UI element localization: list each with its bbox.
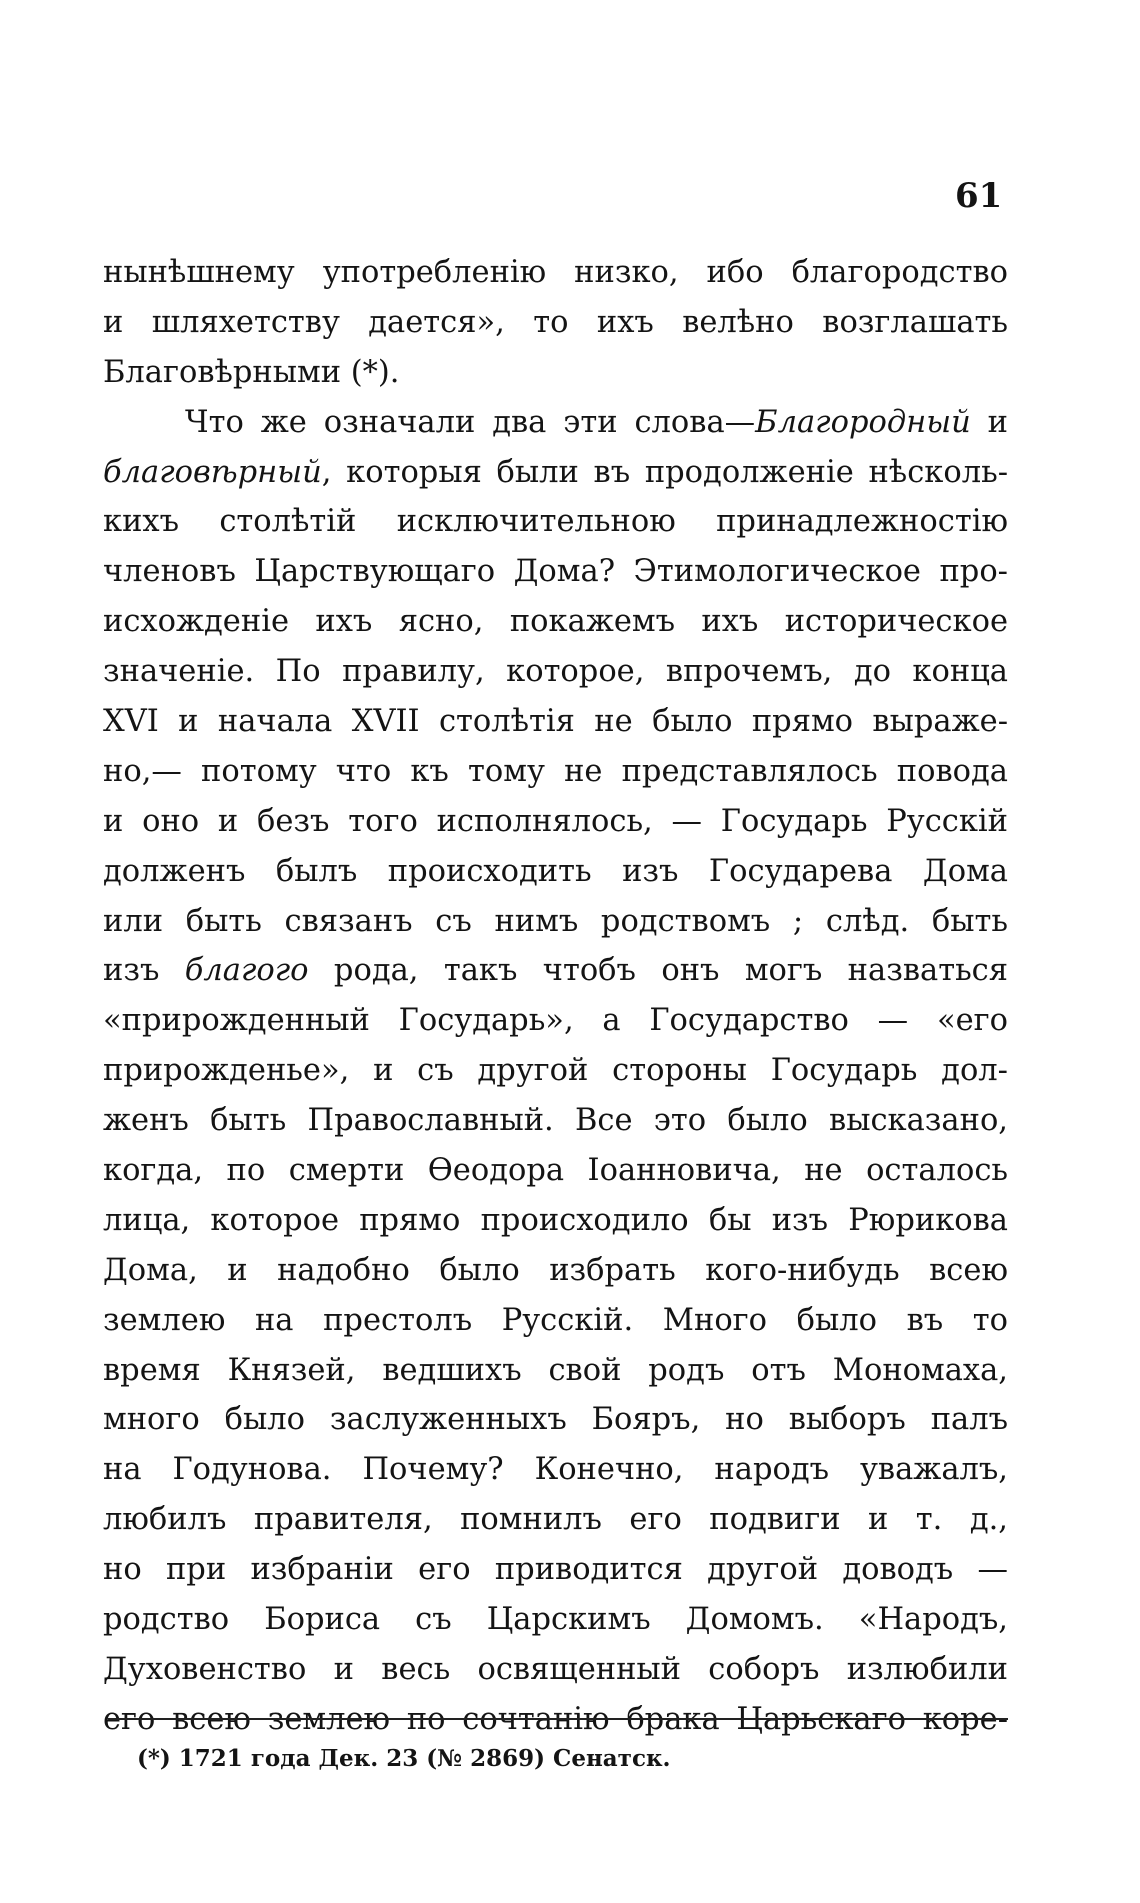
text-line [103, 1346, 1008, 1396]
text-line [103, 497, 1008, 547]
line-text: значеніе. По правилу, которое, впрочемъ, до конца [103, 654, 1008, 690]
line-text: землею на престолъ Русскій. Много было въ то [103, 1302, 1008, 1338]
text-line [103, 1246, 1008, 1296]
text-line [103, 1046, 1008, 1096]
text-line [103, 897, 1008, 947]
text-line [103, 1545, 1008, 1595]
line-text: женъ быть Православный. Все это было высказано, [103, 1103, 1008, 1139]
text-line [103, 1395, 1008, 1445]
line-text: рода, такъ чтобъ онъ могъ назваться [308, 953, 1008, 989]
text-line [103, 1096, 1008, 1146]
line-text: и оно и безъ того исполнялось, — Государь Русскій [103, 803, 1008, 839]
line-text: прирожденье», и съ другой стороны Государь дол- [103, 1053, 1008, 1089]
line-text: исхожденіе ихъ ясно, покажемъ ихъ историческое [103, 604, 1008, 640]
line-text: членовъ Царствующаго Дома? Этимологическое про- [103, 554, 1008, 590]
line-text: много было заслуженныхъ Бояръ, но выборъ палъ [103, 1402, 1008, 1438]
line-text: нынѣшнему употребленію низко, ибо благородство [103, 255, 1008, 290]
text-line [103, 547, 1008, 597]
footnote: (*) 1721 года Дек. 23 (№ 2869) Сенатск. [137, 1745, 671, 1772]
body-text [103, 248, 1008, 1745]
line-text: но при избраніи его приводится другой доводъ — [103, 1552, 1008, 1588]
line-text: и шляхетству дается», то ихъ велѣно возглашать [103, 304, 1008, 340]
text-line [103, 747, 1008, 797]
text-line [103, 847, 1008, 897]
text-line [103, 697, 1008, 747]
text-line [103, 797, 1008, 847]
text-line [103, 398, 1008, 448]
line-text: Дома, и надобно было избрать кого-нибудь всею [103, 1252, 1008, 1288]
italic-term: благого [184, 953, 309, 989]
text-line [103, 1595, 1008, 1645]
page-number: 61 [955, 176, 1003, 216]
text-line [103, 1495, 1008, 1545]
text-line [103, 1196, 1008, 1246]
line-text: лица, которое прямо происходило бы изъ Рюрикова [103, 1202, 1008, 1238]
text-line [103, 597, 1008, 647]
text-line [103, 248, 1008, 298]
line-text: и [970, 404, 1008, 440]
line-text: его всею землею по сочтанію брака Царьскаго коре- [103, 1701, 1008, 1737]
line-text: «прирожденный Государь», а Государство — «его [103, 1003, 1008, 1039]
text-line [103, 298, 1008, 348]
text-line [103, 647, 1008, 697]
text-line [103, 1296, 1008, 1346]
line-text: Что же означали два эти слова— [185, 404, 756, 440]
line-text: Благовѣрными (*). [103, 354, 400, 390]
italic-term: благовѣрный [103, 454, 322, 490]
line-text: , которыя были въ продолженіе нѣсколь- [321, 454, 1008, 490]
text-line [103, 1445, 1008, 1495]
text-line [103, 1146, 1008, 1196]
line-text: любилъ правителя, помнилъ его подвиги и т. д., [103, 1502, 1008, 1538]
line-text: но,— потому что къ тому не представлялось повода [103, 753, 1008, 789]
text-line [103, 1645, 1008, 1695]
line-text: на Годунова. Почему? Конечно, народъ уважалъ, [103, 1452, 1008, 1488]
line-text: или быть связанъ съ нимъ родствомъ ; слѣд. быть [103, 903, 1008, 939]
line-text: время Князей, ведшихъ свой родъ отъ Мономаха, [103, 1352, 1008, 1388]
text-line [103, 348, 1008, 398]
footnote-divider [108, 1718, 1008, 1720]
italic-term: Благородный [755, 404, 971, 440]
text-line [103, 448, 1008, 498]
line-text: кихъ столѣтій исключительною принадлежностію [103, 504, 1008, 540]
line-text: когда, по смерти Ѳеодора Іоанновича, не осталось [103, 1153, 1008, 1189]
line-text: долженъ былъ происходить изъ Государева Дома [103, 853, 1008, 889]
line-text: XVI и начала XVII столѣтія не было прямо выраже- [103, 704, 1008, 740]
line-text: изъ [103, 953, 185, 989]
text-line [103, 946, 1008, 996]
text-line [103, 996, 1008, 1046]
line-text: родство Бориса съ Царскимъ Домомъ. «Народъ, [103, 1602, 1008, 1638]
line-text: Духовенство и весь освященный соборъ излюбили [103, 1651, 1008, 1687]
